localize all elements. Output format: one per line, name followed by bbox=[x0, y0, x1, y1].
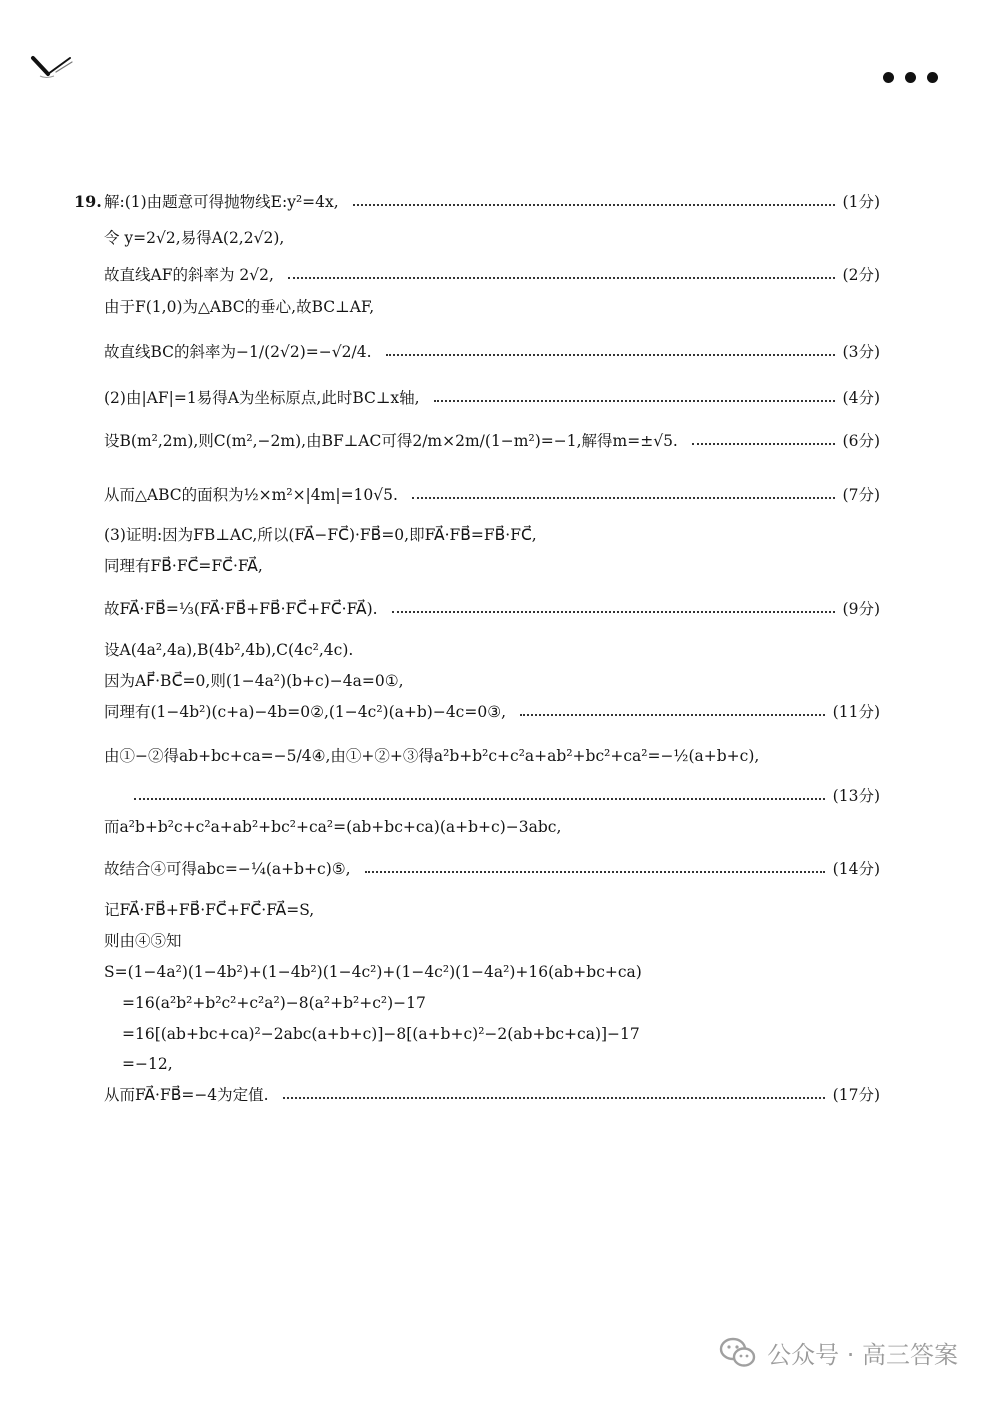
pen-scribble-icon bbox=[30, 54, 76, 80]
solution-line: 则由④⑤知 bbox=[104, 932, 182, 950]
more-dot bbox=[927, 72, 938, 83]
more-dots-icon[interactable] bbox=[883, 72, 938, 83]
solution-line: 故FA⃗·FB⃗=⅓(FA⃗·FB⃗+FB⃗·FC⃗+FC⃗·FA⃗). (9分) bbox=[104, 600, 880, 618]
solution-line: 从而△ABC的面积为½×m²×|4m|=10√5. (7分) bbox=[104, 486, 880, 504]
solution-line: 同理有FB⃗·FC⃗=FC⃗·FA⃗, bbox=[104, 557, 263, 575]
solution-line: =16(a²b²+b²c²+c²a²)−8(a²+b²+c²)−17 bbox=[122, 994, 426, 1012]
solution-line: (3)证明:因为FB⊥AC,所以(FA⃗−FC⃗)·FB⃗=0,即FA⃗·FB⃗=FB⃗·FC⃗, bbox=[104, 526, 537, 544]
watermark bbox=[719, 1335, 958, 1370]
solution-line: 同理有(1−4b²)(c+a)−4b=0②,(1−4c²)(a+b)−4c=0③, (11分) bbox=[104, 703, 880, 721]
solution-line: S=(1−4a²)(1−4b²)+(1−4b²)(1−4c²)+(1−4c²)(1−4a²)+16(ab+bc+ca) bbox=[104, 963, 642, 981]
wechat-icon bbox=[719, 1337, 757, 1369]
solution-line: 由①−②得ab+bc+ca=−5/4④,由①+②+③得a²b+b²c+c²a+ab²+bc²+ca²=−½(a+b+c), bbox=[104, 747, 760, 765]
solution-line: 设B(m²,2m),则C(m²,−2m),由BF⊥AC可得2/m×2m/(1−m²)=−1,解得m=±√5. (6分) bbox=[104, 432, 880, 450]
watermark-text: 公众号 · 高三答案 bbox=[767, 1341, 958, 1369]
solution-line: =16[(ab+bc+ca)²−2abc(a+b+c)]−8[(a+b+c)²−2(ab+bc+ca)]−17 bbox=[122, 1025, 640, 1043]
solution-line: 从而FA⃗·FB⃗=−4为定值. (17分) bbox=[104, 1086, 880, 1104]
more-dot bbox=[883, 72, 894, 83]
solution-line: (13分) bbox=[134, 786, 880, 806]
solution-line: (2)由|AF|=1易得A为坐标原点,此时BC⊥x轴, (4分) bbox=[104, 389, 880, 407]
solution-line: 解:(1)由题意可得抛物线E:y²=4x, (1分) bbox=[104, 193, 880, 211]
solution-line: 故直线BC的斜率为−1/(2√2)=−√2/4. (3分) bbox=[104, 343, 880, 361]
solution-line: 设A(4a²,4a),B(4b²,4b),C(4c²,4c). bbox=[104, 641, 354, 659]
solution-line: 故结合④可得abc=−¼(a+b+c)⑤, (14分) bbox=[104, 860, 880, 878]
problem-number: 19. bbox=[74, 192, 102, 211]
more-dot bbox=[905, 72, 916, 83]
solution-line: 故直线AF的斜率为 2√2, (2分) bbox=[104, 266, 880, 284]
solution-line: 由于F(1,0)为△ABC的垂心,故BC⊥AF, bbox=[104, 298, 375, 316]
solution-line: 记FA⃗·FB⃗+FB⃗·FC⃗+FC⃗·FA⃗=S, bbox=[104, 901, 315, 919]
solution-line: 令 y=2√2,易得A(2,2√2), bbox=[104, 229, 285, 247]
solution-line: 因为AF⃗·BC⃗=0,则(1−4a²)(b+c)−4a=0①, bbox=[104, 672, 404, 690]
solution-line: =−12, bbox=[122, 1055, 173, 1073]
solution-line: 而a²b+b²c+c²a+ab²+bc²+ca²=(ab+bc+ca)(a+b+c)−3abc, bbox=[104, 818, 562, 836]
